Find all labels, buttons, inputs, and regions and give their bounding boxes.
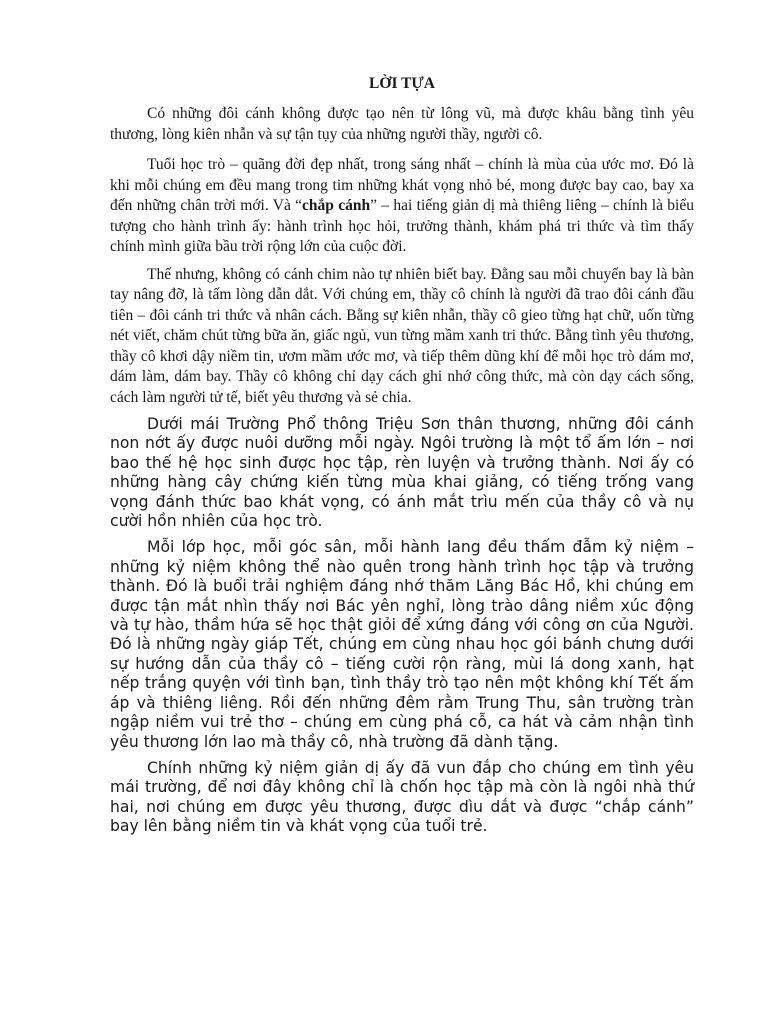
paragraph-5: Mỗi lớp học, mỗi góc sân, mỗi hành lang đều thấm đẫm kỷ niệm – những kỷ niệm không thể nào quên trong hành trình học tập và trưởng thành. Đó là buổi trải nghiệm đáng nhớ thăm Lăng Bác Hồ, khi chúng em được tận mắt nhìn thấy nơi Bác yên nghỉ, lòng trào dâng niềm xúc động và tự hào, thầm hứa sẽ học thật giỏi để xứng đáng với công ơn của Người. Đó là những ngày giáp Tết, chúng em cùng nhau học gói bánh chưng dưới sự hướng dẫn của thầy cô – tiếng cười rộn ràng, mùi lá dong xanh, hạt nếp trắng quyện với tình bạn, tình thầy trò tạo nên một không khí Tết ấm áp và thiêng liêng. Rồi đến những đêm rằm Trung Thu, sân trường tràn ngập niềm vui trẻ thơ – chúng em cùng phá cỗ, ca hát và cảm nhận tình yêu thương lớn lao mà thầy cô, nhà trường đã dành tặng. bbox=[110, 538, 694, 751]
paragraph-4: Dưới mái Trường Phổ thông Triệu Sơn thân thương, những đôi cánh non nớt ấy được nuôi dưỡng mỗi ngày. Ngôi trường là một tổ ấm lớn – nơi bao thế hệ học sinh được học tập, rèn luyện và trưởng thành. Nơi ấy có những hàng cây chứng kiến từng mùa khai giảng, có tiếng trống vang vọng đánh thức bao khát vọng, có ánh mắt trìu mến của thầy cô và nụ cười hồn nhiên của học trò. bbox=[110, 415, 694, 531]
paragraph-2-after: ” – hai tiếng giản dị mà thiêng liêng – chính là biểu tượng cho hành trình ấy: hành trình học hỏi, trưởng thành, khám phá tri thức và tìm thấy chính mình giữa bầu trời rộng lớn của cuộc đời. bbox=[110, 197, 694, 255]
page-title: LỜI TỰA bbox=[369, 75, 435, 92]
paragraph-6: Chính những kỷ niệm giản dị ấy đã vun đắp cho chúng em tình yêu mái trường, để nơi đây không chỉ là chốn học tập mà còn là ngôi nhà thứ hai, nơi chúng em được yêu thương, được dìu dắt và được “chắp cánh” bay lên bằng niềm tin và khát vọng của tuổi trẻ. bbox=[110, 758, 694, 836]
paragraph-2-before: Tuổi học trò – quãng đời đẹp nhất, trong sáng nhất – chính là mùa của ước mơ. Đó là khi mỗi chúng em đều mang trong tim những khát vọng nhỏ bé, mong được bay cao, bay xa đến những chân trời mới. Và “ bbox=[110, 156, 694, 214]
paragraph-1: Có những đôi cánh không được tạo nên từ lông vũ, mà được khâu bằng tình yêu thương, lòng kiên nhẫn và sự tận tụy của những người thầy, người cô. bbox=[110, 105, 694, 143]
paragraph-2 bbox=[110, 155, 694, 258]
paragraph-2-bold-term: chắp cánh bbox=[302, 197, 371, 214]
paragraph-3: Thế nhưng, không có cánh chim nào tự nhiên biết bay. Đằng sau mỗi chuyến bay là bàn tay nâng đỡ, là tấm lòng dẫn dắt. Với chúng em, thầy cô chính là người đã trao đôi cánh đầu tiên – đôi cánh tri thức và nhân cách. Bằng sự kiên nhẫn, thầy cô gieo từng hạt chữ, uốn từng nét viết, chăm chút từng bữa ăn, giấc ngủ, vun từng mầm xanh tri thức. Bằng tình yêu thương, thầy cô khơi dậy niềm tin, ươm mầm ước mơ, và tiếp thêm dũng khí để mỗi học trò dám mơ, dám làm, dám bay. Thầy cô không chỉ dạy cách ghi nhớ công thức, mà còn dạy cách sống, cách làm người tử tế, biết yêu thương và sẻ chia. bbox=[110, 265, 694, 406]
document-page bbox=[110, 74, 694, 844]
